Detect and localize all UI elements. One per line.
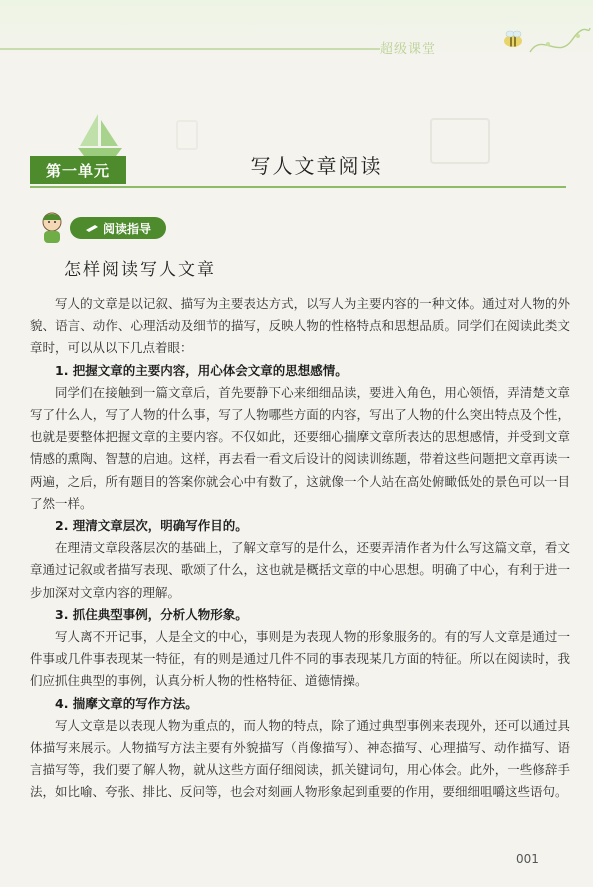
point-heading-3: 3. 抓住典型事例，分析人物形象。 <box>55 606 248 622</box>
point-heading-2: 2. 理清文章层次，明确写作目的。 <box>55 518 248 534</box>
pencil-icon <box>85 224 99 232</box>
reading-guide-tag <box>70 217 166 239</box>
point-heading-1: 1. 把握文章的主要内容，用心体会文章的思想感情。 <box>55 362 348 378</box>
reading-guide-label: 阅读指导 <box>102 221 151 236</box>
point-paragraph-2: 在理清文章段落层次的基础上，了解文章写的是什么，还要弄清作者为什么写这篇文章，看文章通过记叙或者描写表现、歌颂了什么，这也就是概括文章的中心思想。明确了中心，有利于进一步加深对文章内容的理解。 <box>30 540 570 600</box>
point-heading-4: 4. 揣摩文章的写作方法。 <box>55 695 198 711</box>
page-number: 001 <box>516 852 539 866</box>
reader-avatar-icon <box>34 208 70 244</box>
point-paragraph-1: 同学们在接触到一篇文章后，首先要静下心来细细品读，要进入角色，用心领悟，弄清楚文章写了什么人，写了人物的什么事，写了人物哪些方面的内容，写出了人物的什么突出特点及个性，也就是要整体把握文章的主要内容。不仅如此，还要细心揣摩文章所表达的思想感情，并受到文章情感的熏陶、智慧的启迪。这样，再去看一看文后设计的阅读训练题，带着这些问题把文章再读一两遍，之后，所有题目的答案你就会心中有数了，这就像一个人站在高处俯瞰低处的景色可以一目了然一样。 <box>30 384 570 511</box>
intro-paragraph: 写人的文章是以记叙、描写为主要表达方式，以写人为主要内容的一种文体。通过对人物的外貌、语言、动作、心理活动及细节的描写，反映人物的性格特点和思想品质。同学们在阅读此类文章时，可以从以下几点着眼： <box>30 296 570 356</box>
bee-icon <box>500 30 526 48</box>
unit-title: 写人文章阅读 <box>250 154 383 178</box>
section-subtitle: 怎样阅读写人文章 <box>64 260 216 280</box>
watermark-shape <box>176 120 198 150</box>
header-divider <box>0 48 380 50</box>
vine-decoration-icon <box>528 22 592 62</box>
point-paragraph-3: 写人离不开记事，人是全文的中心，事则是为表现人物的形象服务的。有的写人文章是通过一件事或几件事表现某一特征，有的则是通过几件不同的事表现某几方面的特征。所以在阅读时，我们应抓住典型的事例，认真分析人物的性格特征、道德情操。 <box>30 629 570 689</box>
running-title: 超级课堂 <box>380 42 437 57</box>
article-body <box>30 293 570 804</box>
unit-badge: 第一单元 <box>30 156 126 184</box>
unit-divider <box>30 186 566 188</box>
point-paragraph-4: 写人文章是以表现人物为重点的，而人物的特点，除了通过典型事例来表现外，还可以通过具体描写来展示。人物描写方法主要有外貌描写（肖像描写）、神态描写、心理描写、动作描写、语言描写等，我们要了解人物，就从这些方面仔细阅读，抓关键词句，用心体会。此外，一些修辞手法，如比喻、夸张、排比、反问等，也会对刻画人物形象起到重要的作用，要细细咀嚼这些语句。 <box>30 717 570 800</box>
